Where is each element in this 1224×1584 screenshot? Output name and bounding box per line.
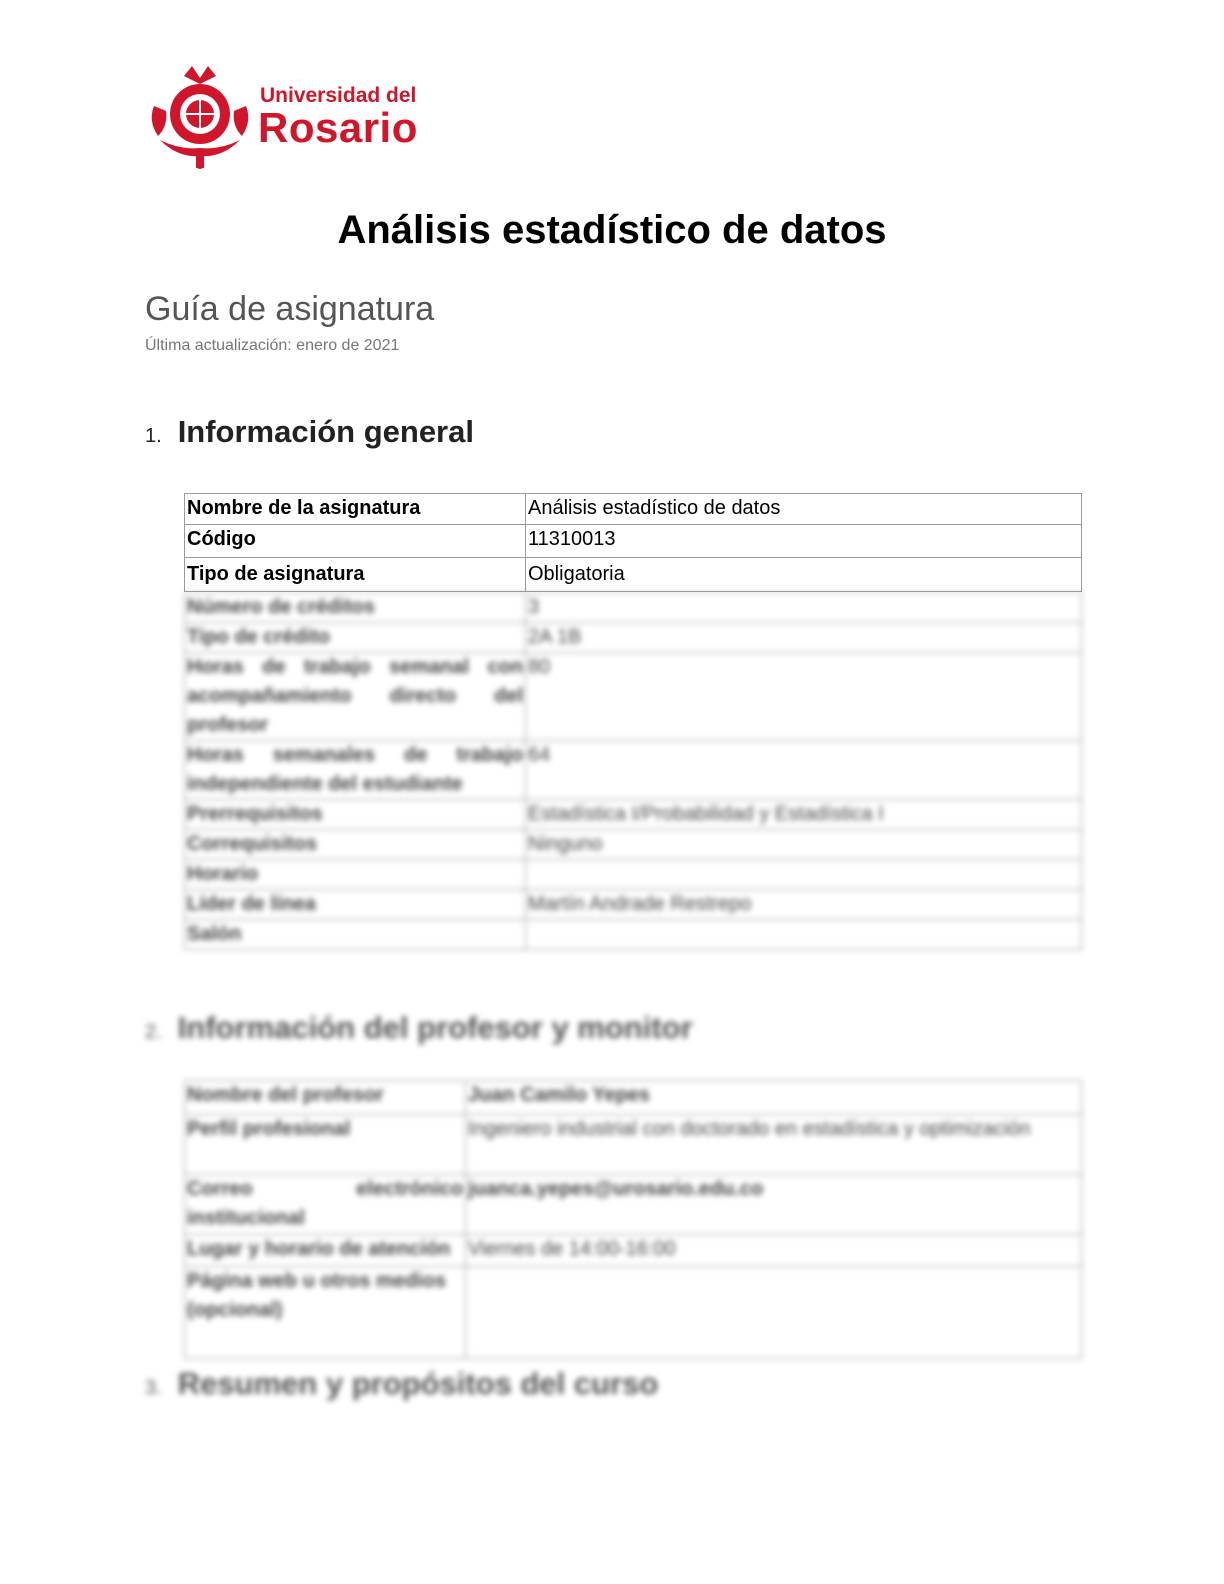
row-label: Perfil profesional — [185, 1115, 466, 1175]
general-info-table-continued — [184, 592, 1082, 950]
row-value: juanca.yepes@urosario.edu.co — [466, 1175, 1082, 1235]
table-row — [185, 494, 1082, 525]
table-row — [185, 1235, 1082, 1267]
row-label: Código — [185, 525, 526, 558]
row-label: Nombre de la asignatura — [185, 494, 526, 525]
table-row — [185, 1115, 1082, 1175]
row-label: Horas semanales de trabajo independiente del estudiante — [185, 741, 526, 800]
document-title: Análisis estadístico de datos — [337, 208, 887, 252]
section-title: Resumen y propósitos del curso — [177, 1366, 659, 1401]
row-value: 11310013 — [526, 525, 1082, 558]
row-value: 2A 1B — [526, 623, 1082, 653]
last-updated: Última actualización: enero de 2021 — [145, 337, 400, 354]
row-value: 64 — [526, 741, 1082, 800]
document-subtitle: Guía de asignatura — [145, 290, 435, 328]
row-value: Análisis estadístico de datos — [526, 494, 1082, 525]
row-value: Martín Andrade Restrepo — [526, 890, 1082, 920]
table-row — [185, 653, 1082, 741]
section-number: 1. — [145, 425, 162, 447]
row-value: Viernes de 14:00-16:00 — [466, 1235, 1082, 1267]
row-label: Líder de línea — [185, 890, 526, 920]
section-number: 3. — [145, 1377, 162, 1399]
row-label: Tipo de asignatura — [185, 558, 526, 592]
section-title: Información del profesor y monitor — [177, 1010, 693, 1045]
table-row — [185, 800, 1082, 830]
row-value — [466, 1267, 1082, 1359]
row-label: Correquisitos — [185, 830, 526, 860]
table-row — [185, 920, 1082, 950]
table-row — [185, 860, 1082, 890]
table-row — [185, 741, 1082, 800]
table-row — [185, 830, 1082, 860]
row-label: Tipo de crédito — [185, 623, 526, 653]
table-row — [185, 593, 1082, 623]
logo-text-line2: Rosario — [258, 104, 418, 151]
row-value: Ingeniero industrial con doctorado en estadística y optimización — [466, 1115, 1082, 1175]
table-row — [185, 558, 1082, 592]
row-value — [526, 920, 1082, 950]
section-heading-3 — [145, 1366, 658, 1402]
row-value: Obligatoria — [526, 558, 1082, 592]
row-label: Página web u otros medios (opcional) — [185, 1267, 466, 1359]
logo-text-line1: Universidad del — [260, 84, 417, 107]
row-value: Estadística I/Probabilidad y Estadística I — [526, 800, 1082, 830]
row-value: 3 — [526, 593, 1082, 623]
table-row — [185, 1267, 1082, 1359]
row-label: Nombre del profesor — [185, 1081, 466, 1115]
row-label: Salón — [185, 920, 526, 950]
row-value — [526, 860, 1082, 890]
table-row — [185, 1175, 1082, 1235]
row-label: Correo electrónico institucional — [185, 1175, 466, 1235]
section-number: 2. — [145, 1021, 162, 1043]
section-heading-2 — [145, 1010, 693, 1046]
row-label: Horario — [185, 860, 526, 890]
row-value: 80 — [526, 653, 1082, 741]
table-row — [185, 525, 1082, 558]
row-label: Horas de trabajo semanal con acompañamiento directo del profesor — [185, 653, 526, 741]
table-row — [185, 623, 1082, 653]
table-row — [185, 890, 1082, 920]
general-info-table — [184, 493, 1082, 592]
section-heading-1 — [145, 414, 474, 450]
table-row — [185, 1081, 1082, 1115]
row-value: Juan Camilo Yepes — [466, 1081, 1082, 1115]
row-value: Ninguno — [526, 830, 1082, 860]
row-label: Prerrequisitos — [185, 800, 526, 830]
row-label: Número de créditos — [185, 593, 526, 623]
section-title: Información general — [177, 414, 474, 449]
row-label: Lugar y horario de atención — [185, 1235, 466, 1267]
professor-info-table — [184, 1080, 1082, 1359]
